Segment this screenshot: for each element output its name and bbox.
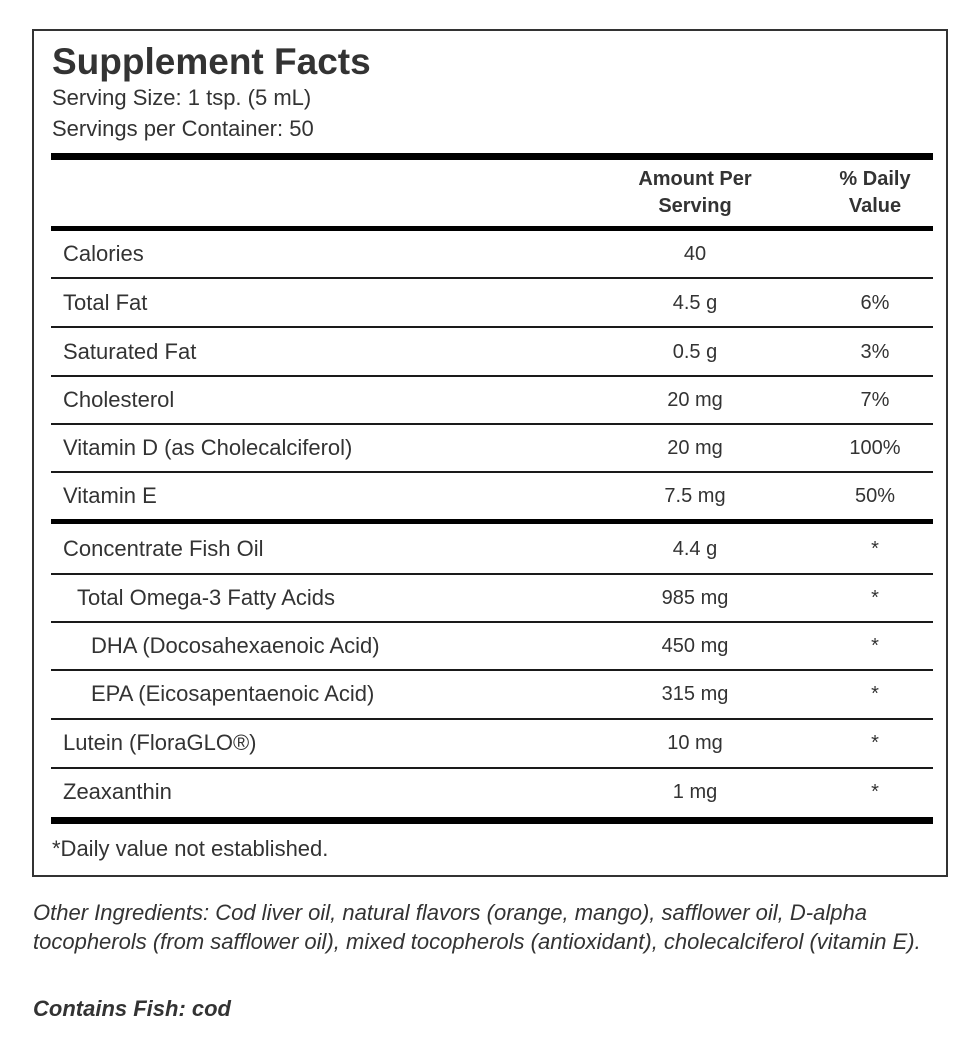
amount-header-line2: Serving bbox=[658, 195, 732, 217]
supplement-facts-panel bbox=[32, 29, 948, 877]
nutrient-name: Vitamin E bbox=[63, 483, 157, 508]
panel-title: Supplement Facts bbox=[52, 41, 371, 82]
nutrient-name: Saturated Fat bbox=[63, 339, 197, 364]
amount-header-line1: Amount Per bbox=[638, 168, 752, 190]
nutrient-daily-value: * bbox=[871, 537, 879, 560]
nutrient-amount: 10 mg bbox=[667, 731, 723, 754]
table-row bbox=[51, 230, 933, 278]
other-ingredients: Other Ingredients: Cod liver oil, natural flavors (orange, mango), safflower oil, D-alpha tocopherols (from safflower oil), mixed tocopherols (antioxidant), cholecalciferol (vitamin E). bbox=[33, 900, 921, 954]
nutrient-daily-value: * bbox=[871, 731, 879, 754]
nutrient-name: Lutein (FloraGLO®) bbox=[63, 730, 257, 755]
table-row bbox=[51, 472, 933, 520]
nutrient-daily-value: * bbox=[871, 682, 879, 705]
nutrient-daily-value: 50% bbox=[854, 484, 896, 507]
nutrient-amount: 20 mg bbox=[667, 388, 723, 411]
nutrient-name: Concentrate Fish Oil bbox=[63, 536, 264, 561]
nutrient-daily-value: 7% bbox=[860, 388, 890, 411]
nutrient-name: DHA (Docosahexaenoic Acid) bbox=[91, 633, 380, 658]
header-top-rule bbox=[51, 153, 933, 160]
nutrient-name: Total Omega-3 Fatty Acids bbox=[77, 585, 335, 610]
serving-size: Serving Size: 1 tsp. (5 mL) bbox=[52, 85, 312, 110]
table-bottom-rule bbox=[51, 817, 933, 824]
nutrient-name: Total Fat bbox=[63, 290, 148, 315]
table-row bbox=[51, 376, 933, 424]
servings-per-container: Servings per Container: 50 bbox=[52, 116, 314, 141]
table-row bbox=[51, 424, 933, 472]
table-row bbox=[51, 525, 933, 573]
nutrient-name: Zeaxanthin bbox=[63, 779, 172, 804]
nutrient-name: EPA (Eicosapentaenoic Acid) bbox=[91, 681, 375, 706]
nutrient-daily-value: 6% bbox=[860, 291, 890, 314]
nutrient-amount: 315 mg bbox=[661, 682, 729, 705]
nutrient-name: Cholesterol bbox=[63, 387, 175, 412]
amount-per-serving-header bbox=[615, 166, 775, 220]
nutrient-amount: 4.4 g bbox=[672, 537, 718, 560]
nutrient-amount: 985 mg bbox=[661, 586, 729, 609]
nutrient-name: Vitamin D (as Cholecalciferol) bbox=[63, 435, 353, 460]
dv-header-line1: % Daily bbox=[839, 168, 911, 190]
daily-value-header bbox=[805, 166, 945, 220]
allergen-statement: Contains Fish: cod bbox=[33, 996, 231, 1021]
nutrient-name: Calories bbox=[63, 241, 144, 266]
table-row bbox=[51, 768, 933, 816]
nutrient-daily-value: * bbox=[871, 780, 879, 803]
table-row bbox=[51, 279, 933, 327]
table-row bbox=[51, 574, 933, 622]
nutrient-daily-value: 3% bbox=[860, 340, 890, 363]
nutrient-daily-value: * bbox=[871, 634, 879, 657]
nutrient-amount: 0.5 g bbox=[672, 340, 718, 363]
daily-value-footnote: *Daily value not established. bbox=[52, 836, 329, 861]
nutrient-amount: 1 mg bbox=[672, 780, 718, 803]
table-row bbox=[51, 622, 933, 670]
nutrient-amount: 4.5 g bbox=[672, 291, 718, 314]
nutrient-daily-value: * bbox=[871, 586, 879, 609]
table-row bbox=[51, 670, 933, 718]
table-row bbox=[51, 328, 933, 376]
table-row bbox=[51, 719, 933, 767]
nutrient-daily-value bbox=[805, 230, 945, 278]
nutrient-amount: 450 mg bbox=[661, 634, 729, 657]
nutrient-amount: 40 bbox=[683, 242, 707, 265]
nutrient-amount: 20 mg bbox=[667, 436, 723, 459]
section-divider bbox=[51, 519, 933, 524]
nutrient-daily-value: 100% bbox=[849, 436, 901, 459]
nutrient-amount: 7.5 mg bbox=[664, 484, 726, 507]
dv-header-line2: Value bbox=[848, 195, 902, 217]
